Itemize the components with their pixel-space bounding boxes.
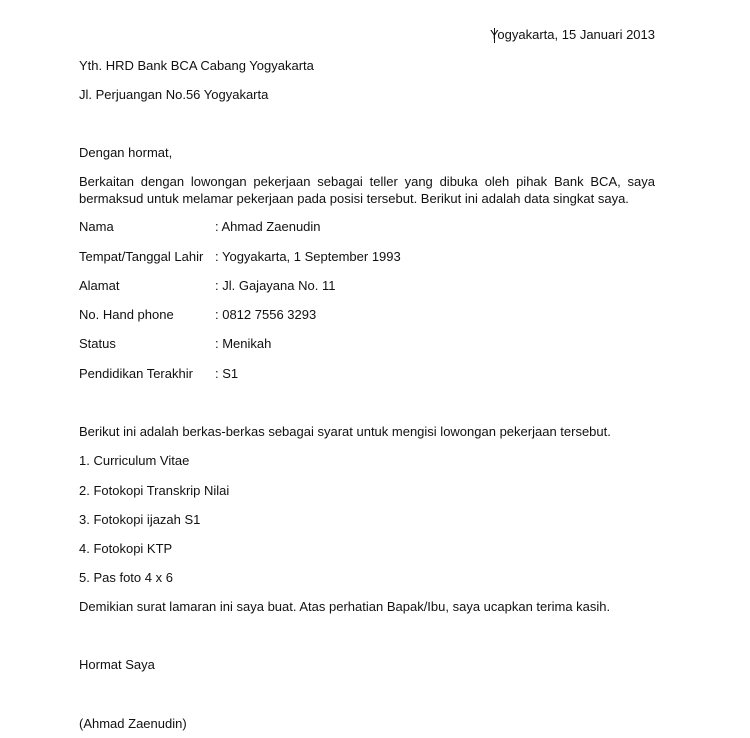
letter-date: Yogyakarta, 15 Januari 2013 — [489, 27, 655, 42]
closing-paragraph: Demikian surat lamaran ini saya buat. Atas perhatian Bapak/Ibu, saya ucapkan terima kasih. — [79, 599, 611, 614]
data-value: : Yogyakarta, 1 September 1993 — [215, 249, 401, 264]
data-label: Alamat — [79, 278, 120, 293]
data-row-handphone — [79, 307, 639, 323]
data-value: : Ahmad Zaenudin — [215, 219, 321, 234]
intro-paragraph-line-1: Berkaitan dengan lowongan pekerjaan sebagai teller yang dibuka oleh pihak Bank BCA, saya — [79, 174, 655, 189]
data-value: : Jl. Gajayana No. 11 — [215, 278, 336, 293]
data-label: Tempat/Tanggal Lahir — [79, 249, 204, 264]
attachment-item: 5. Pas foto 4 x 6 — [79, 570, 173, 585]
signature-name: (Ahmad Zaenudin) — [79, 716, 187, 731]
data-value: : Menikah — [215, 336, 272, 351]
intro-paragraph-line-2: bermaksud untuk melamar pekerjaan pada posisi tersebut. Berikut ini adalah data singkat saya. — [79, 191, 629, 206]
data-row-alamat — [79, 278, 639, 294]
attachment-item: 3. Fotokopi ijazah S1 — [79, 512, 201, 527]
recipient-line-1: Yth. HRD Bank BCA Cabang Yogyakarta — [79, 58, 314, 73]
data-value: : S1 — [215, 366, 239, 381]
data-row-status — [79, 336, 639, 352]
data-label: Pendidikan Terakhir — [79, 366, 193, 381]
recipient-line-2: Jl. Perjuangan No.56 Yogyakarta — [79, 87, 269, 102]
data-value: : 0812 7556 3293 — [215, 307, 317, 322]
data-label: No. Hand phone — [79, 307, 174, 322]
attachment-item: 4. Fotokopi KTP — [79, 541, 173, 556]
data-row-ttl — [79, 249, 639, 265]
attachments-intro: Berikut ini adalah berkas-berkas sebagai syarat untuk mengisi lowongan pekerjaan tersebut. — [79, 424, 611, 439]
salutation: Dengan hormat, — [79, 145, 173, 160]
data-label: Nama — [79, 219, 114, 234]
data-row-nama — [79, 219, 639, 235]
sign-off: Hormat Saya — [79, 657, 155, 672]
attachment-item: 1. Curriculum Vitae — [79, 453, 190, 468]
data-row-pendidikan — [79, 366, 639, 382]
data-label: Status — [79, 336, 116, 351]
attachment-item: 2. Fotokopi Transkrip Nilai — [79, 483, 230, 498]
